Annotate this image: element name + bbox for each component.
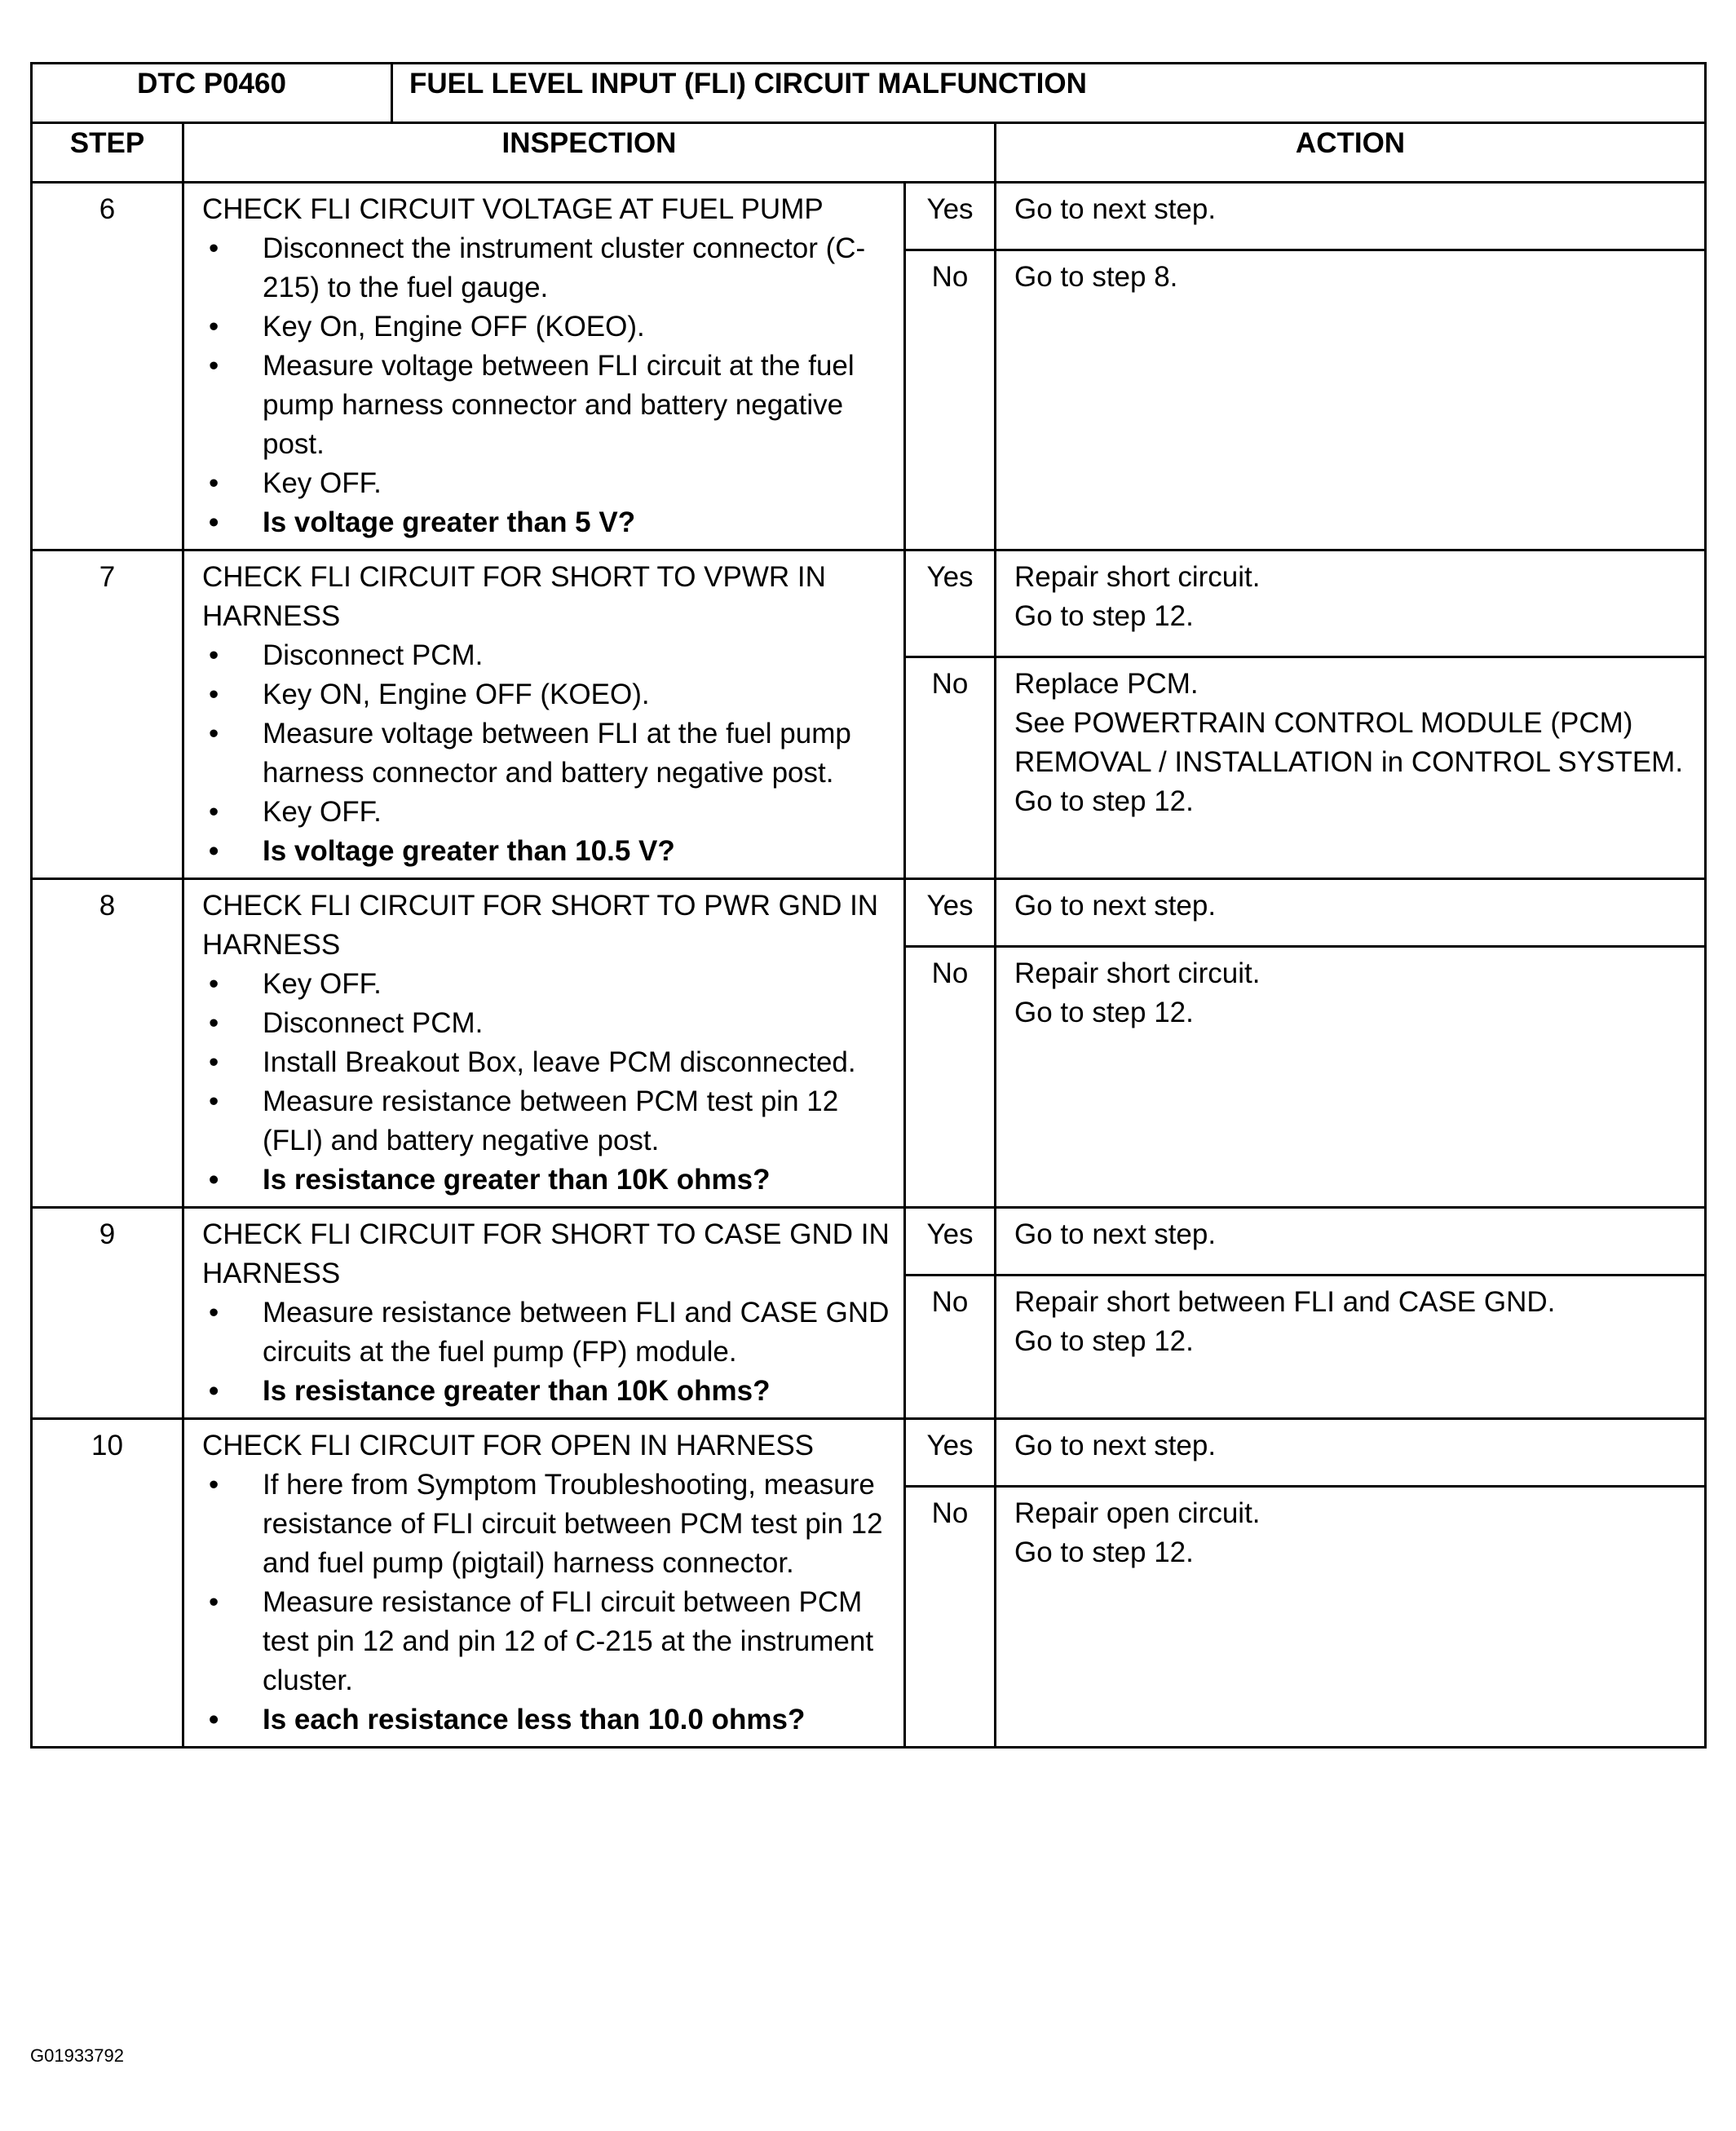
inspection-bullet: • Measure resistance of FLI circuit between PCM test pin 12 and pin 12 of C-215 at the instrument cluster. [202,1583,892,1700]
no-label: No [905,1487,996,1748]
step-number: 10 [32,1419,183,1748]
step-number: 9 [32,1208,183,1419]
steps-body [32,183,1706,1748]
inspection-title: CHECK FLI CIRCUIT FOR SHORT TO CASE GND IN HARNESS [202,1218,890,1289]
inspection-cell [183,183,905,550]
step-row [32,1419,1706,1487]
action-line: Repair short between FLI and CASE GND. [1014,1286,1556,1318]
action-column-header: ACTION [996,123,1706,183]
action-line: Go to step 8. [1014,261,1178,293]
no-action [996,657,1706,879]
inspection-bullet: • Key OFF. [202,793,892,832]
action-line: Go to step 12. [1014,785,1194,817]
yes-action [996,1208,1706,1276]
action-line: Go to step 12. [1014,1536,1194,1568]
inspection-bullets [202,1293,892,1411]
no-label: No [905,250,996,550]
action-line: Go to step 12. [1014,997,1194,1028]
inspection-bullets [202,965,892,1200]
diagnostic-table [30,62,1707,1749]
no-action [996,1487,1706,1748]
action-line: Go to next step. [1014,1430,1217,1461]
yes-action [996,1419,1706,1487]
inspection-bullet: • Measure resistance between FLI and CASE GND circuits at the fuel pump (FP) module. [202,1293,892,1372]
inspection-bullet: • Disconnect the instrument cluster connector (C-215) to the fuel gauge. [202,229,892,307]
inspection-question: • Is each resistance less than 10.0 ohms? [202,1700,892,1740]
inspection-cell [183,1419,905,1748]
no-action [996,947,1706,1208]
action-line: Go to next step. [1014,890,1217,922]
no-label: No [905,657,996,879]
no-action [996,250,1706,550]
inspection-title: CHECK FLI CIRCUIT FOR SHORT TO VPWR IN HARNESS [202,561,826,632]
action-line: See POWERTRAIN CONTROL MODULE (PCM) REMOVAL / INSTALLATION in CONTROL SYSTEM. [1014,707,1684,778]
inspection-bullet: • Key OFF. [202,965,892,1004]
step-column-header: STEP [32,123,183,183]
step-row [32,879,1706,947]
yes-label: Yes [905,1419,996,1487]
step-number: 7 [32,550,183,879]
inspection-column-header: INSPECTION [183,123,996,183]
no-label: No [905,947,996,1208]
inspection-cell [183,1208,905,1419]
action-line: Go to step 12. [1014,1325,1194,1357]
action-line: Replace PCM. [1014,668,1199,700]
inspection-bullets [202,229,892,542]
yes-label: Yes [905,550,996,657]
dtc-title: FUEL LEVEL INPUT (FLI) CIRCUIT MALFUNCTION [392,64,1706,123]
inspection-bullet: • Measure voltage between FLI circuit at the fuel pump harness connector and battery negative post. [202,347,892,464]
inspection-title: CHECK FLI CIRCUIT FOR OPEN IN HARNESS [202,1430,815,1461]
step-row [32,183,1706,250]
inspection-bullet: • Key On, Engine OFF (KOEO). [202,307,892,347]
inspection-question: • Is voltage greater than 5 V? [202,503,892,542]
inspection-bullet: • Measure voltage between FLI at the fuel pump harness connector and battery negative post. [202,714,892,793]
inspection-bullet: • Disconnect PCM. [202,636,892,675]
action-line: Repair open circuit. [1014,1497,1261,1529]
column-header-row [32,123,1706,183]
action-line: Go to step 12. [1014,600,1194,632]
yes-action [996,879,1706,947]
inspection-bullet: • If here from Symptom Troubleshooting, measure resistance of FLI circuit between PCM test pin 12 and fuel pump (pigtail) harness connector. [202,1466,892,1583]
inspection-question: • Is voltage greater than 10.5 V? [202,832,892,871]
inspection-bullets [202,1466,892,1740]
yes-action [996,183,1706,250]
inspection-bullets [202,636,892,871]
yes-label: Yes [905,1208,996,1276]
dtc-code: DTC P0460 [32,64,392,123]
no-action [996,1276,1706,1419]
no-label: No [905,1276,996,1419]
inspection-bullet: • Measure resistance between PCM test pin 12 (FLI) and battery negative post. [202,1082,892,1161]
step-number: 6 [32,183,183,550]
inspection-question: • Is resistance greater than 10K ohms? [202,1161,892,1200]
inspection-cell [183,550,905,879]
inspection-cell [183,879,905,1208]
inspection-bullet: • Disconnect PCM. [202,1004,892,1043]
action-line: Go to next step. [1014,193,1217,225]
action-line: Repair short circuit. [1014,957,1261,989]
inspection-title: CHECK FLI CIRCUIT FOR SHORT TO PWR GND IN HARNESS [202,890,879,961]
inspection-bullet: • Key OFF. [202,464,892,503]
action-line: Go to next step. [1014,1218,1217,1250]
step-number: 8 [32,879,183,1208]
step-row [32,1208,1706,1276]
yes-action [996,550,1706,657]
inspection-question: • Is resistance greater than 10K ohms? [202,1372,892,1411]
inspection-title: CHECK FLI CIRCUIT VOLTAGE AT FUEL PUMP [202,193,824,225]
yes-label: Yes [905,183,996,250]
inspection-bullet: • Key ON, Engine OFF (KOEO). [202,675,892,714]
action-line: Repair short circuit. [1014,561,1261,593]
yes-label: Yes [905,879,996,947]
figure-id: G01933792 [30,2045,124,2066]
dtc-title-row [32,64,1706,123]
step-row [32,550,1706,657]
inspection-bullet: • Install Breakout Box, leave PCM disconnected. [202,1043,892,1082]
